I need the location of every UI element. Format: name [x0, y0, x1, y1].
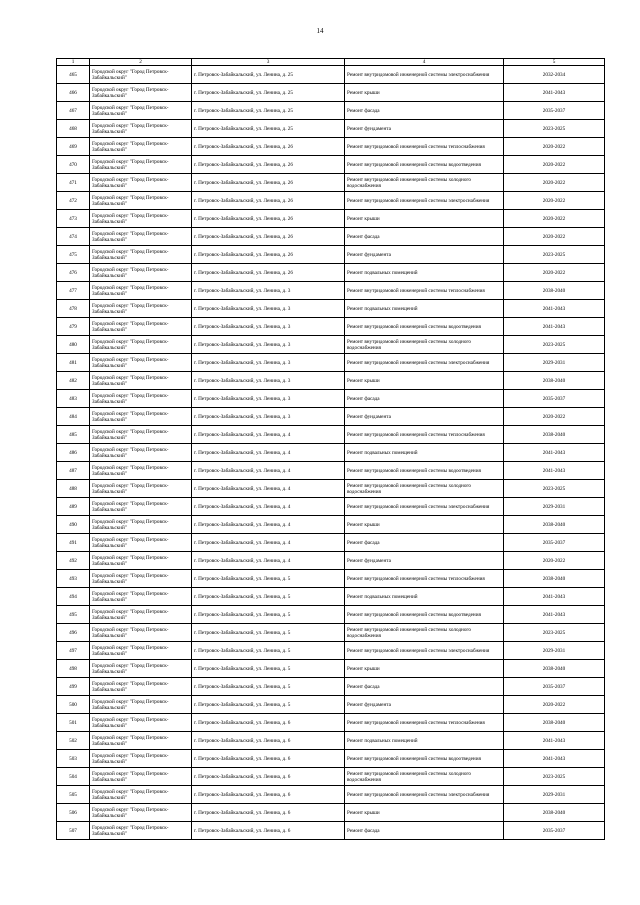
- cell-work-type: Ремонт внутридомовой инженерной системы теплоснабжения: [345, 426, 504, 444]
- table-row: [57, 768, 605, 786]
- cell-municipality: Городской округ "Город Петровск-Забайкальский": [90, 588, 192, 606]
- cell-period: 2041-2043: [504, 84, 605, 102]
- cell-municipality: Городской округ "Город Петровск-Забайкальский": [90, 84, 192, 102]
- cell-number: 476: [57, 264, 90, 282]
- cell-period: 2041-2043: [504, 606, 605, 624]
- cell-work-type: Ремонт внутридомовой инженерной системы холодного водоснабжения: [345, 768, 504, 786]
- cell-number: 480: [57, 336, 90, 354]
- cell-address: г. Петровск-Забайкальский, ул. Ленина, д. 5: [192, 606, 345, 624]
- cell-address: г. Петровск-Забайкальский, ул. Ленина, д. 26: [192, 138, 345, 156]
- cell-address: г. Петровск-Забайкальский, ул. Ленина, д. 6: [192, 714, 345, 732]
- cell-work-type: Ремонт подвальных помещений: [345, 732, 504, 750]
- cell-period: 2023-2025: [504, 246, 605, 264]
- cell-work-type: Ремонт подвальных помещений: [345, 300, 504, 318]
- cell-period: 2029-2031: [504, 786, 605, 804]
- cell-municipality: Городской округ "Город Петровск-Забайкальский": [90, 498, 192, 516]
- cell-municipality: Городской округ "Город Петровск-Забайкальский": [90, 66, 192, 84]
- table-row: [57, 498, 605, 516]
- table-header: [57, 59, 605, 66]
- table-row: [57, 156, 605, 174]
- cell-municipality: Городской округ "Город Петровск-Забайкальский": [90, 570, 192, 588]
- cell-number: 506: [57, 804, 90, 822]
- capital-repair-table: [56, 58, 605, 840]
- cell-municipality: Городской округ "Город Петровск-Забайкальский": [90, 624, 192, 642]
- cell-work-type: Ремонт внутридомовой инженерной системы теплоснабжения: [345, 138, 504, 156]
- cell-municipality: Городской округ "Город Петровск-Забайкальский": [90, 786, 192, 804]
- column-header-address: 3: [192, 59, 345, 66]
- column-header-period: 5: [504, 59, 605, 66]
- cell-number: 483: [57, 390, 90, 408]
- cell-work-type: Ремонт фундамента: [345, 408, 504, 426]
- cell-municipality: Городской округ "Город Петровск-Забайкальский": [90, 174, 192, 192]
- table-row: [57, 372, 605, 390]
- cell-work-type: Ремонт внутридомовой инженерной системы холодного водоснабжения: [345, 336, 504, 354]
- cell-municipality: Городской округ "Город Петровск-Забайкальский": [90, 678, 192, 696]
- cell-number: 468: [57, 120, 90, 138]
- cell-address: г. Петровск-Забайкальский, ул. Ленина, д. 3: [192, 336, 345, 354]
- table-row: [57, 822, 605, 840]
- cell-address: г. Петровск-Забайкальский, ул. Ленина, д. 4: [192, 444, 345, 462]
- cell-municipality: Городской округ "Город Петровск-Забайкальский": [90, 768, 192, 786]
- cell-period: 2020-2022: [504, 408, 605, 426]
- cell-period: 2020-2022: [504, 696, 605, 714]
- cell-municipality: Городской округ "Город Петровск-Забайкальский": [90, 300, 192, 318]
- cell-number: 486: [57, 444, 90, 462]
- cell-municipality: Городской округ "Город Петровск-Забайкальский": [90, 102, 192, 120]
- cell-address: г. Петровск-Забайкальский, ул. Ленина, д. 26: [192, 228, 345, 246]
- table-row: [57, 174, 605, 192]
- cell-address: г. Петровск-Забайкальский, ул. Ленина, д. 4: [192, 462, 345, 480]
- cell-address: г. Петровск-Забайкальский, ул. Ленина, д. 3: [192, 318, 345, 336]
- column-header-number: 1: [57, 59, 90, 66]
- cell-municipality: Городской округ "Город Петровск-Забайкальский": [90, 336, 192, 354]
- cell-period: 2023-2025: [504, 624, 605, 642]
- cell-number: 507: [57, 822, 90, 840]
- cell-municipality: Городской округ "Город Петровск-Забайкальский": [90, 228, 192, 246]
- table-row: [57, 444, 605, 462]
- cell-municipality: Городской округ "Город Петровск-Забайкальский": [90, 822, 192, 840]
- cell-period: 2023-2025: [504, 480, 605, 498]
- cell-number: 493: [57, 570, 90, 588]
- cell-number: 465: [57, 66, 90, 84]
- cell-work-type: Ремонт крыши: [345, 84, 504, 102]
- cell-address: г. Петровск-Забайкальский, ул. Ленина, д. 26: [192, 264, 345, 282]
- cell-municipality: Городской округ "Город Петровск-Забайкальский": [90, 408, 192, 426]
- cell-address: г. Петровск-Забайкальский, ул. Ленина, д. 3: [192, 390, 345, 408]
- cell-period: 2020-2022: [504, 228, 605, 246]
- cell-municipality: Городской округ "Город Петровск-Забайкальский": [90, 804, 192, 822]
- cell-period: 2020-2022: [504, 264, 605, 282]
- cell-number: 490: [57, 516, 90, 534]
- table-row: [57, 246, 605, 264]
- cell-municipality: Городской округ "Город Петровск-Забайкальский": [90, 462, 192, 480]
- cell-number: 489: [57, 498, 90, 516]
- cell-period: 2023-2025: [504, 120, 605, 138]
- cell-number: 491: [57, 534, 90, 552]
- cell-work-type: Ремонт внутридомовой инженерной системы электроснабжения: [345, 642, 504, 660]
- cell-work-type: Ремонт внутридомовой инженерной системы водоотведения: [345, 318, 504, 336]
- table-row: [57, 570, 605, 588]
- cell-period: 2038-2040: [504, 804, 605, 822]
- cell-work-type: Ремонт внутридомовой инженерной системы электроснабжения: [345, 192, 504, 210]
- cell-municipality: Городской округ "Город Петровск-Забайкальский": [90, 534, 192, 552]
- table-row: [57, 66, 605, 84]
- cell-address: г. Петровск-Забайкальский, ул. Ленина, д. 4: [192, 498, 345, 516]
- table-row: [57, 624, 605, 642]
- cell-work-type: Ремонт внутридомовой инженерной системы электроснабжения: [345, 66, 504, 84]
- cell-address: г. Петровск-Забайкальский, ул. Ленина, д. 26: [192, 210, 345, 228]
- cell-period: 2041-2043: [504, 732, 605, 750]
- cell-municipality: Городской округ "Город Петровск-Забайкальский": [90, 156, 192, 174]
- cell-period: 2029-2031: [504, 498, 605, 516]
- table-row: [57, 264, 605, 282]
- cell-work-type: Ремонт подвальных помещений: [345, 444, 504, 462]
- cell-municipality: Городской округ "Город Петровск-Забайкальский": [90, 390, 192, 408]
- table-row: [57, 552, 605, 570]
- cell-address: г. Петровск-Забайкальский, ул. Ленина, д. 5: [192, 696, 345, 714]
- cell-number: 496: [57, 624, 90, 642]
- table-row: [57, 228, 605, 246]
- cell-address: г. Петровск-Забайкальский, ул. Ленина, д. 25: [192, 66, 345, 84]
- cell-municipality: Городской округ "Город Петровск-Забайкальский": [90, 444, 192, 462]
- cell-period: 2020-2022: [504, 210, 605, 228]
- cell-work-type: Ремонт фасада: [345, 390, 504, 408]
- cell-number: 474: [57, 228, 90, 246]
- cell-period: 2038-2040: [504, 570, 605, 588]
- cell-period: 2035-2037: [504, 390, 605, 408]
- cell-work-type: Ремонт фасада: [345, 102, 504, 120]
- cell-number: 475: [57, 246, 90, 264]
- cell-number: 501: [57, 714, 90, 732]
- cell-work-type: Ремонт фундамента: [345, 246, 504, 264]
- cell-period: 2029-2031: [504, 354, 605, 372]
- cell-municipality: Городской округ "Город Петровск-Забайкальский": [90, 354, 192, 372]
- cell-work-type: Ремонт внутридомовой инженерной системы электроснабжения: [345, 354, 504, 372]
- cell-municipality: Городской округ "Город Петровск-Забайкальский": [90, 552, 192, 570]
- cell-number: 505: [57, 786, 90, 804]
- cell-period: 2035-2037: [504, 102, 605, 120]
- table-row: [57, 138, 605, 156]
- cell-work-type: Ремонт внутридомовой инженерной системы водоотведения: [345, 606, 504, 624]
- cell-municipality: Городской округ "Город Петровск-Забайкальский": [90, 318, 192, 336]
- table-row: [57, 732, 605, 750]
- cell-number: 497: [57, 642, 90, 660]
- cell-address: г. Петровск-Забайкальский, ул. Ленина, д. 3: [192, 282, 345, 300]
- table-row: [57, 534, 605, 552]
- table-row: [57, 480, 605, 498]
- cell-period: 2041-2043: [504, 750, 605, 768]
- table-row: [57, 678, 605, 696]
- table-row: [57, 408, 605, 426]
- cell-municipality: Городской округ "Город Петровск-Забайкальский": [90, 426, 192, 444]
- cell-work-type: Ремонт внутридомовой инженерной системы электроснабжения: [345, 498, 504, 516]
- cell-number: 502: [57, 732, 90, 750]
- cell-period: 2032-2034: [504, 66, 605, 84]
- table-row: [57, 318, 605, 336]
- cell-period: 2020-2022: [504, 192, 605, 210]
- table-row: [57, 84, 605, 102]
- cell-number: 471: [57, 174, 90, 192]
- cell-number: 494: [57, 588, 90, 606]
- table-row: [57, 102, 605, 120]
- cell-work-type: Ремонт внутридомовой инженерной системы водоотведения: [345, 156, 504, 174]
- cell-work-type: Ремонт внутридомовой инженерной системы электроснабжения: [345, 786, 504, 804]
- cell-address: г. Петровск-Забайкальский, ул. Ленина, д. 26: [192, 174, 345, 192]
- cell-number: 503: [57, 750, 90, 768]
- cell-number: 499: [57, 678, 90, 696]
- table-row: [57, 696, 605, 714]
- cell-work-type: Ремонт внутридомовой инженерной системы холодного водоснабжения: [345, 624, 504, 642]
- cell-work-type: Ремонт фундамента: [345, 120, 504, 138]
- cell-municipality: Городской округ "Город Петровск-Забайкальский": [90, 210, 192, 228]
- cell-period: 2020-2022: [504, 174, 605, 192]
- table-row: [57, 120, 605, 138]
- table-body: [57, 66, 605, 840]
- cell-address: г. Петровск-Забайкальский, ул. Ленина, д. 5: [192, 624, 345, 642]
- cell-address: г. Петровск-Забайкальский, ул. Ленина, д. 3: [192, 354, 345, 372]
- cell-address: г. Петровск-Забайкальский, ул. Ленина, д. 25: [192, 84, 345, 102]
- cell-address: г. Петровск-Забайкальский, ул. Ленина, д. 6: [192, 750, 345, 768]
- cell-address: г. Петровск-Забайкальский, ул. Ленина, д. 6: [192, 786, 345, 804]
- cell-number: 487: [57, 462, 90, 480]
- cell-municipality: Городской округ "Город Петровск-Забайкальский": [90, 642, 192, 660]
- table-row: [57, 300, 605, 318]
- cell-number: 482: [57, 372, 90, 390]
- cell-period: 2023-2025: [504, 336, 605, 354]
- table-row: [57, 210, 605, 228]
- cell-municipality: Городской округ "Город Петровск-Забайкальский": [90, 516, 192, 534]
- column-header-work-type: 4: [345, 59, 504, 66]
- cell-municipality: Городской округ "Город Петровск-Забайкальский": [90, 372, 192, 390]
- cell-address: г. Петровск-Забайкальский, ул. Ленина, д. 4: [192, 426, 345, 444]
- cell-number: 467: [57, 102, 90, 120]
- cell-work-type: Ремонт фундамента: [345, 696, 504, 714]
- cell-work-type: Ремонт крыши: [345, 210, 504, 228]
- column-header-municipality: 2: [90, 59, 192, 66]
- cell-municipality: Городской округ "Город Петровск-Забайкальский": [90, 696, 192, 714]
- cell-address: г. Петровск-Забайкальский, ул. Ленина, д. 6: [192, 822, 345, 840]
- cell-period: 2020-2022: [504, 552, 605, 570]
- cell-number: 485: [57, 426, 90, 444]
- cell-address: г. Петровск-Забайкальский, ул. Ленина, д. 25: [192, 120, 345, 138]
- header-row: [57, 59, 605, 66]
- cell-number: 500: [57, 696, 90, 714]
- cell-work-type: Ремонт фасада: [345, 228, 504, 246]
- cell-number: 477: [57, 282, 90, 300]
- cell-work-type: Ремонт внутридомовой инженерной системы холодного водоснабжения: [345, 174, 504, 192]
- cell-period: 2038-2040: [504, 372, 605, 390]
- cell-number: 470: [57, 156, 90, 174]
- cell-work-type: Ремонт подвальных помещений: [345, 588, 504, 606]
- cell-municipality: Городской округ "Город Петровск-Забайкальский": [90, 750, 192, 768]
- cell-period: 2038-2040: [504, 516, 605, 534]
- cell-number: 481: [57, 354, 90, 372]
- cell-period: 2041-2043: [504, 444, 605, 462]
- cell-period: 2029-2031: [504, 642, 605, 660]
- cell-address: г. Петровск-Забайкальский, ул. Ленина, д. 26: [192, 246, 345, 264]
- cell-number: 498: [57, 660, 90, 678]
- cell-address: г. Петровск-Забайкальский, ул. Ленина, д. 4: [192, 534, 345, 552]
- cell-address: г. Петровск-Забайкальский, ул. Ленина, д. 5: [192, 570, 345, 588]
- table-row: [57, 660, 605, 678]
- table-row: [57, 426, 605, 444]
- cell-number: 478: [57, 300, 90, 318]
- cell-municipality: Городской округ "Город Петровск-Забайкальский": [90, 732, 192, 750]
- cell-work-type: Ремонт подвальных помещений: [345, 264, 504, 282]
- cell-address: г. Петровск-Забайкальский, ул. Ленина, д. 25: [192, 102, 345, 120]
- cell-municipality: Городской округ "Город Петровск-Забайкальский": [90, 138, 192, 156]
- cell-address: г. Петровск-Забайкальский, ул. Ленина, д. 3: [192, 408, 345, 426]
- cell-municipality: Городской округ "Город Петровск-Забайкальский": [90, 282, 192, 300]
- cell-period: 2038-2040: [504, 660, 605, 678]
- cell-municipality: Городской округ "Город Петровск-Забайкальский": [90, 480, 192, 498]
- table-row: [57, 282, 605, 300]
- table-row: [57, 606, 605, 624]
- table-row: [57, 516, 605, 534]
- cell-address: г. Петровск-Забайкальский, ул. Ленина, д. 4: [192, 480, 345, 498]
- cell-address: г. Петровск-Забайкальский, ул. Ленина, д. 3: [192, 372, 345, 390]
- cell-address: г. Петровск-Забайкальский, ул. Ленина, д. 5: [192, 678, 345, 696]
- cell-number: 484: [57, 408, 90, 426]
- cell-municipality: Городской округ "Город Петровск-Забайкальский": [90, 606, 192, 624]
- table-row: [57, 462, 605, 480]
- table-row: [57, 588, 605, 606]
- cell-number: 488: [57, 480, 90, 498]
- cell-period: 2020-2022: [504, 156, 605, 174]
- cell-period: 2041-2043: [504, 462, 605, 480]
- cell-work-type: Ремонт крыши: [345, 372, 504, 390]
- table-row: [57, 714, 605, 732]
- cell-number: 504: [57, 768, 90, 786]
- cell-address: г. Петровск-Забайкальский, ул. Ленина, д. 5: [192, 588, 345, 606]
- cell-work-type: Ремонт фасада: [345, 822, 504, 840]
- cell-address: г. Петровск-Забайкальский, ул. Ленина, д. 26: [192, 192, 345, 210]
- table-row: [57, 804, 605, 822]
- cell-work-type: Ремонт фундамента: [345, 552, 504, 570]
- cell-municipality: Городской округ "Город Петровск-Забайкальский": [90, 714, 192, 732]
- cell-work-type: Ремонт фасада: [345, 534, 504, 552]
- cell-municipality: Городской округ "Город Петровск-Забайкальский": [90, 660, 192, 678]
- cell-address: г. Петровск-Забайкальский, ул. Ленина, д. 5: [192, 642, 345, 660]
- table-row: [57, 390, 605, 408]
- table-row: [57, 786, 605, 804]
- page-number: 14: [316, 27, 324, 35]
- cell-municipality: Городской округ "Город Петровск-Забайкальский": [90, 120, 192, 138]
- cell-period: 2038-2040: [504, 426, 605, 444]
- cell-period: 2038-2040: [504, 714, 605, 732]
- cell-address: г. Петровск-Забайкальский, ул. Ленина, д. 3: [192, 300, 345, 318]
- cell-work-type: Ремонт внутридомовой инженерной системы водоотведения: [345, 750, 504, 768]
- cell-work-type: Ремонт внутридомовой инженерной системы теплоснабжения: [345, 282, 504, 300]
- table-row: [57, 192, 605, 210]
- cell-work-type: Ремонт крыши: [345, 516, 504, 534]
- cell-address: г. Петровск-Забайкальский, ул. Ленина, д. 6: [192, 804, 345, 822]
- cell-period: 2041-2043: [504, 318, 605, 336]
- cell-period: 2020-2022: [504, 138, 605, 156]
- cell-address: г. Петровск-Забайкальский, ул. Ленина, д. 5: [192, 660, 345, 678]
- cell-number: 469: [57, 138, 90, 156]
- cell-municipality: Городской округ "Город Петровск-Забайкальский": [90, 246, 192, 264]
- cell-address: г. Петровск-Забайкальский, ул. Ленина, д. 4: [192, 516, 345, 534]
- cell-municipality: Городской округ "Город Петровск-Забайкальский": [90, 264, 192, 282]
- cell-work-type: Ремонт фасада: [345, 678, 504, 696]
- cell-work-type: Ремонт внутридомовой инженерной системы теплоснабжения: [345, 714, 504, 732]
- table-row: [57, 336, 605, 354]
- cell-period: 2035-2037: [504, 678, 605, 696]
- cell-number: 472: [57, 192, 90, 210]
- table-row: [57, 354, 605, 372]
- cell-number: 492: [57, 552, 90, 570]
- cell-work-type: Ремонт внутридомовой инженерной системы холодного водоснабжения: [345, 480, 504, 498]
- cell-work-type: Ремонт внутридомовой инженерной системы теплоснабжения: [345, 570, 504, 588]
- table-row: [57, 750, 605, 768]
- cell-address: г. Петровск-Забайкальский, ул. Ленина, д. 26: [192, 156, 345, 174]
- cell-period: 2035-2037: [504, 534, 605, 552]
- cell-period: 2041-2043: [504, 588, 605, 606]
- cell-number: 466: [57, 84, 90, 102]
- cell-number: 473: [57, 210, 90, 228]
- cell-address: г. Петровск-Забайкальский, ул. Ленина, д. 6: [192, 768, 345, 786]
- cell-number: 495: [57, 606, 90, 624]
- cell-period: 2038-2040: [504, 282, 605, 300]
- cell-municipality: Городской округ "Город Петровск-Забайкальский": [90, 192, 192, 210]
- cell-work-type: Ремонт крыши: [345, 660, 504, 678]
- table-row: [57, 642, 605, 660]
- cell-period: 2035-2037: [504, 822, 605, 840]
- cell-address: г. Петровск-Забайкальский, ул. Ленина, д. 6: [192, 732, 345, 750]
- cell-work-type: Ремонт внутридомовой инженерной системы водоотведения: [345, 462, 504, 480]
- cell-period: 2041-2043: [504, 300, 605, 318]
- cell-address: г. Петровск-Забайкальский, ул. Ленина, д. 4: [192, 552, 345, 570]
- cell-work-type: Ремонт крыши: [345, 804, 504, 822]
- cell-number: 479: [57, 318, 90, 336]
- cell-period: 2023-2025: [504, 768, 605, 786]
